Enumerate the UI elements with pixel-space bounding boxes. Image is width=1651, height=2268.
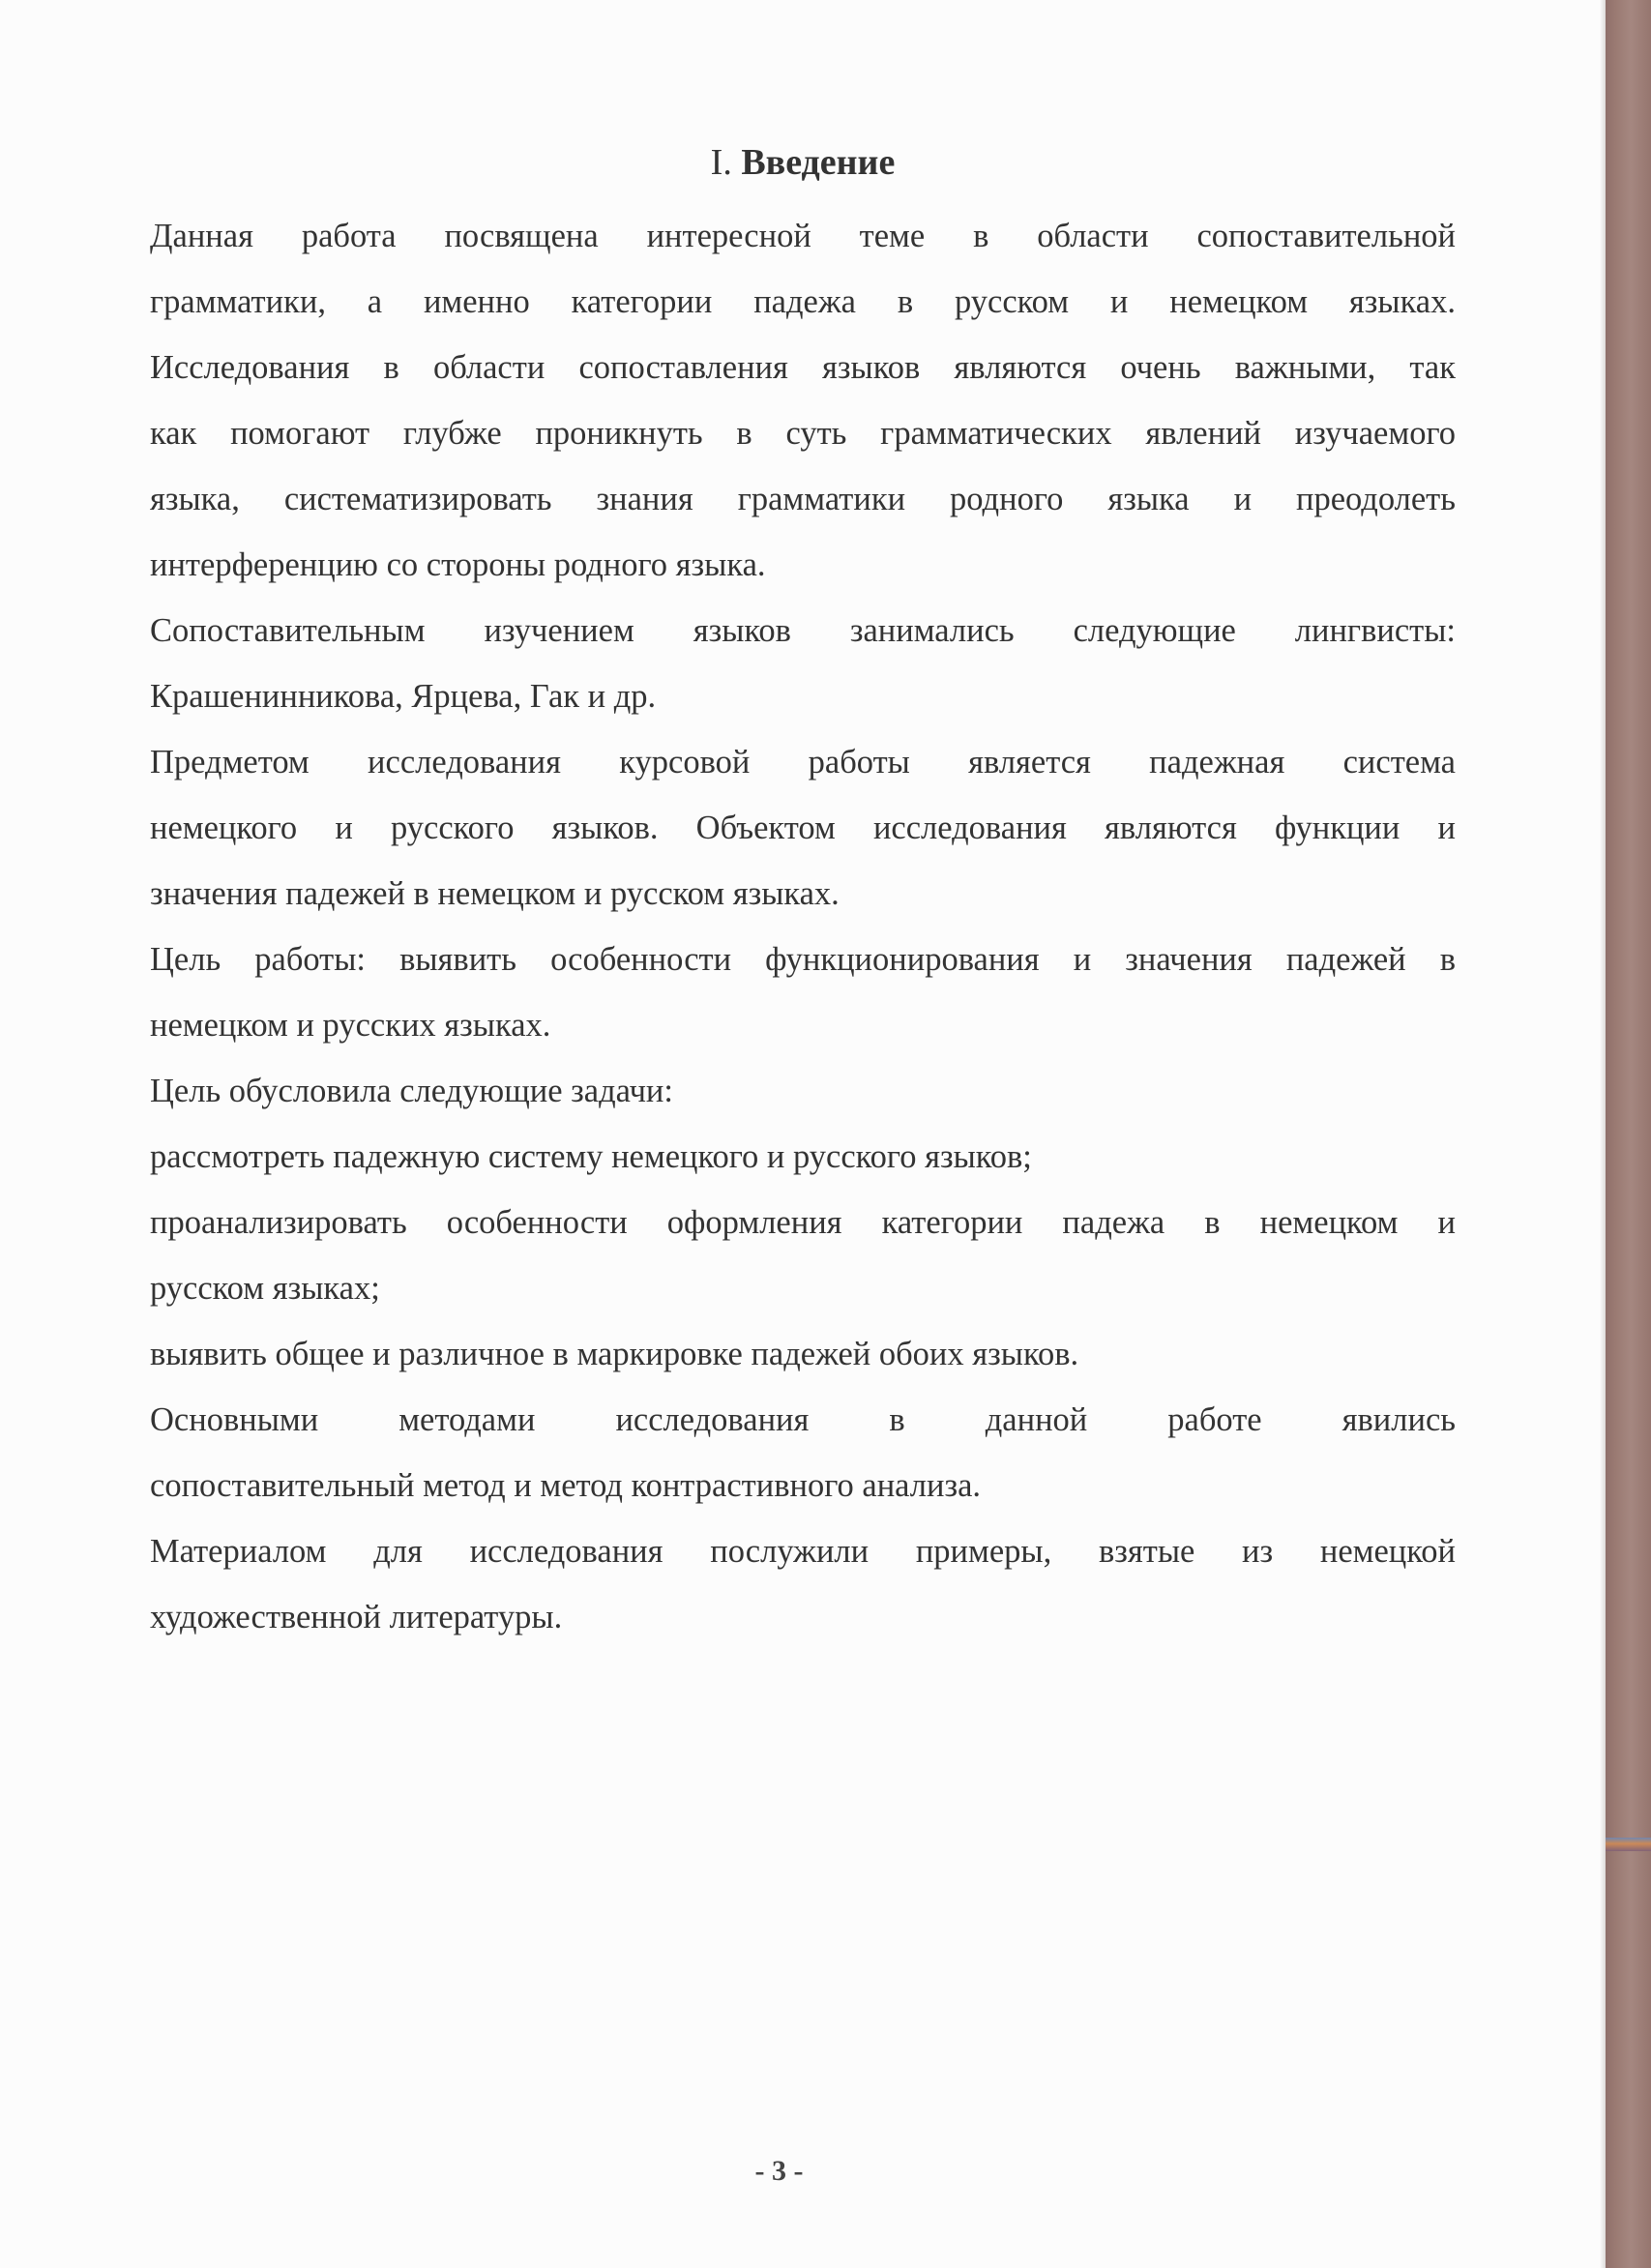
paragraph-line: проанализировать особенности оформления категории падежа в немецком и	[150, 1204, 1456, 1241]
paragraph	[150, 1190, 1456, 1321]
paragraph-line: выявить общее и различное в маркировке падежей обоих языков.	[150, 1336, 1079, 1372]
paragraph	[150, 1124, 1456, 1190]
paragraph-line: значения падежей в немецком и русском языках.	[150, 875, 840, 912]
paragraph	[150, 1321, 1456, 1387]
paragraph-line: Основными методами исследования в данной работе явились	[150, 1401, 1456, 1438]
paragraph-line: Предметом исследования курсовой работы является падежная система	[150, 744, 1456, 781]
paragraph	[150, 927, 1456, 1058]
paragraph-line: Цель обусловила следующие задачи:	[150, 1073, 673, 1109]
paragraph-line: Крашенинникова, Ярцева, Гак и др.	[150, 678, 657, 715]
section-heading	[150, 133, 1456, 191]
paragraph-line: немецкого и русского языков. Объектом исследования являются функции и	[150, 810, 1456, 846]
paragraph-line: Цель работы: выявить особенности функционирования и значения падежей в	[150, 941, 1456, 978]
paragraph	[150, 1058, 1456, 1124]
paragraph-line: Материалом для исследования послужили примеры, взятые из немецкой	[150, 1533, 1456, 1570]
paragraph-line: интерференцию со стороны родного языка.	[150, 546, 766, 583]
paragraph-line: языка, систематизировать знания грамматики родного языка и преодолеть	[150, 481, 1456, 517]
page-number: - 3 -	[754, 2155, 804, 2187]
paragraph-list	[150, 203, 1456, 1650]
section-heading-number: I.	[710, 142, 732, 183]
paragraph	[150, 203, 1456, 598]
paragraph	[150, 729, 1456, 927]
paragraph	[150, 1518, 1456, 1650]
document-body	[150, 133, 1456, 1650]
paragraph-line: Данная работа посвящена интересной теме в области сопоставительной	[150, 218, 1456, 254]
binding-edge	[1606, 0, 1651, 2268]
paragraph-line: как помогают глубже проникнуть в суть грамматических явлений изучаемого	[150, 415, 1456, 452]
paragraph-line: русском языках;	[150, 1270, 380, 1307]
paragraph-line: художественной литературы.	[150, 1599, 563, 1635]
binding-color-mark	[1606, 1838, 1651, 1851]
paragraph-line: рассмотреть падежную систему немецкого и русского языков;	[150, 1138, 1032, 1175]
paragraph-line: грамматики, а именно категории падежа в русском и немецком языках.	[150, 283, 1456, 320]
paragraph	[150, 1387, 1456, 1518]
paragraph-line: сопоставительный метод и метод контрастивного анализа.	[150, 1467, 982, 1504]
paragraph	[150, 598, 1456, 729]
paragraph-line: немецком и русских языках.	[150, 1007, 551, 1044]
section-heading-text: Введение	[741, 142, 896, 183]
paragraph-line: Исследования в области сопоставления языков являются очень важными, так	[150, 349, 1456, 386]
paragraph-line: Сопоставительным изучением языков занимались следующие лингвисты:	[150, 612, 1456, 649]
